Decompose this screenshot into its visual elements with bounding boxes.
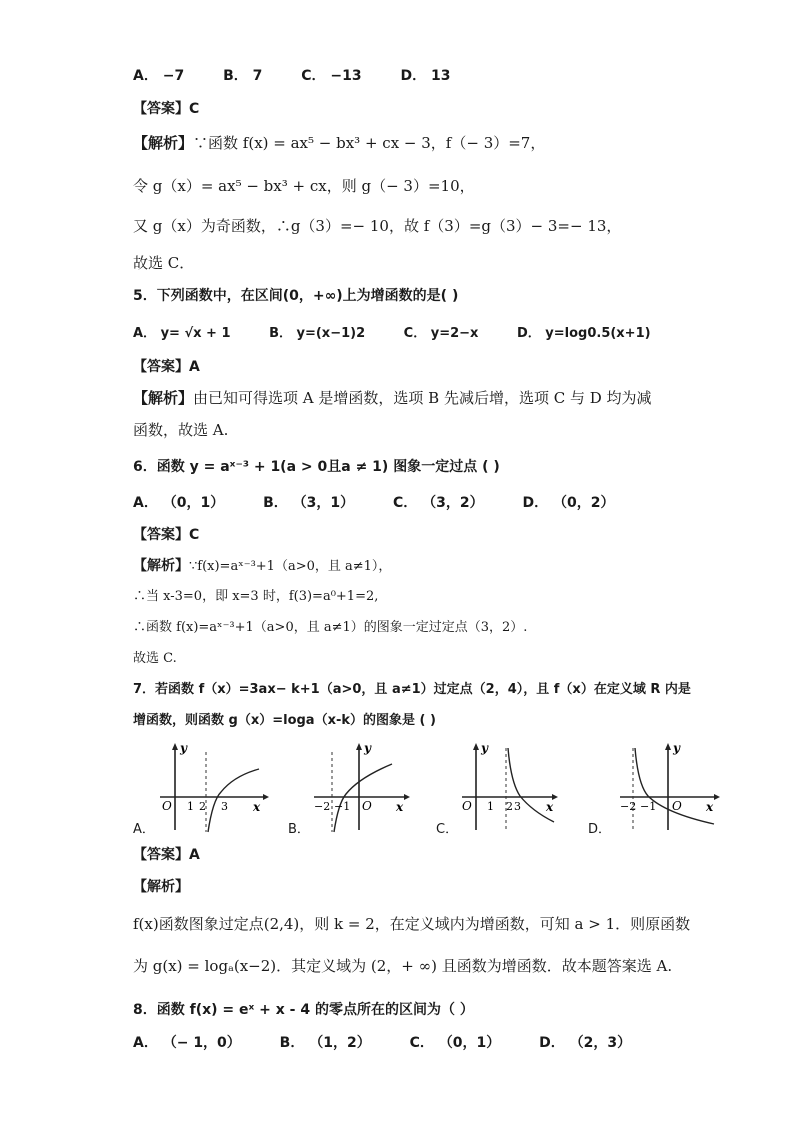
q5-option-b: B． y=(x−1)2 (269, 326, 366, 341)
q7-answer: 【答案】A (133, 847, 200, 863)
q5-answer: 【答案】A (133, 359, 200, 375)
q5-analysis-line2: 函数，故选 A. (133, 421, 229, 439)
q6-options (133, 493, 648, 513)
q4-analysis-line4: 故选 C． (133, 254, 195, 272)
graph-c-tick-2: 2 (506, 800, 513, 813)
graph-a-x-label: x (253, 800, 261, 814)
q6-stem: 6．函数 y = aˣ⁻³ + 1(a > 0且a ≠ 1) 图象一定过点 ( ) (133, 459, 500, 475)
graph-b-tick-neg1: −1 (334, 800, 351, 813)
q7-analysis-tag: 【解析】 (133, 879, 189, 895)
graph-c-label: C． (436, 822, 459, 837)
graph-a-tick-1: 1 (187, 800, 194, 813)
q4-analysis-line2: 令 g（x）= ax⁵ − bx³ + cx，则 g（− 3）=10， (133, 177, 475, 195)
q5-stem: 5．下列函数中，在区间(0，+∞)上为增函数的是( ) (133, 288, 459, 304)
graph-b (312, 742, 412, 837)
q4-analysis-line1: 【解析】∵函数 f(x) = ax⁵ − bx³ + cx − 3，f（− 3）=7， (133, 134, 546, 152)
q4-option-b: B． 7 (223, 68, 263, 84)
q6-analysis-line4: 故选 C. (133, 651, 177, 666)
q7-stem-line2: 增函数，则函数 g（x）=loga（x-k）的图象是 ( ) (133, 713, 436, 728)
q5-options (133, 324, 685, 344)
graph-c-tick-1: 1 (487, 800, 494, 813)
graph-c-origin: O (462, 799, 472, 813)
q8-stem: 8．函数 f(x) = eˣ + x - 4 的零点所在的区间为（ ） (133, 1002, 474, 1018)
graph-b-label: B． (288, 822, 310, 837)
graph-a-tick-3: 3 (221, 800, 228, 813)
q8-option-a: A． （− 1，0） (133, 1035, 241, 1051)
graph-c-tick-3: 3 (514, 800, 521, 813)
q4-option-a: A． −7 (133, 68, 185, 84)
graph-a-y-label: y (180, 742, 187, 755)
q6-answer: 【答案】C (133, 527, 200, 543)
graph-b-origin: O (362, 799, 372, 813)
q6-option-b: B． （3，1） (263, 495, 355, 511)
graph-d-y-label: y (673, 742, 680, 755)
graph-d-x-label: x (706, 800, 714, 814)
q8-option-b: B． （1，2） (279, 1035, 371, 1051)
q5-option-a: A． y= √x + 1 (133, 326, 231, 341)
q6-option-c: C． （3，2） (392, 495, 484, 511)
q5-option-d: D． y=log0.5(x+1) (516, 326, 651, 341)
q8-option-c: C． （0，1） (409, 1035, 501, 1051)
graph-a (155, 742, 270, 837)
graph-b-y-label: y (364, 742, 371, 755)
graph-d-label: D． (588, 822, 612, 837)
q6-option-d: D． （0，2） (522, 495, 615, 511)
graph-c (460, 742, 560, 837)
q4-answer: 【答案】C (133, 101, 200, 117)
q7-stem-line1: 7．若函数 f（x）=3ax− k+1（a>0，且 a≠1）过定点（2，4），且 f（x）在定义域 R 内是 (133, 682, 691, 697)
graph-c-y-label: y (481, 742, 488, 755)
graph-a-origin: O (162, 799, 172, 813)
q7-analysis-line2: 为 g(x) = logₐ(x−2)．其定义域为 (2，+ ∞) 且函数为增函数．故本题答案选 A. (133, 957, 673, 975)
graph-a-label: A． (133, 822, 155, 837)
q5-analysis-line1: 【解析】由已知可得选项 A 是增函数，选项 B 先减后增，选项 C 与 D 均为减 (133, 389, 652, 407)
q8-options (133, 1033, 665, 1053)
graph-b-tick-neg2: −2 (314, 800, 331, 813)
q6-analysis-line3: ∴函数 f(x)=aˣ⁻³+1（a>0，且 a≠1）的图象一定过定点（3，2）. (133, 620, 528, 635)
q6-option-a: A． （0，1） (133, 495, 225, 511)
q5-option-c: C． y=2−x (403, 326, 479, 341)
graph-d-tick-neg1: −1 (640, 800, 657, 813)
graph-d-tick-neg2: −2 (620, 800, 637, 813)
q4-analysis-line3: 又 g（x）为奇函数，∴g（3）=− 10，故 f（3）=g（3）− 3=− 13， (133, 217, 622, 235)
q4-option-d: D． 13 (400, 68, 451, 84)
q7-analysis-line1: f(x)函数图象过定点(2,4)，则 k = 2，在定义域内为增函数，可知 a > 1．则原函数 (133, 915, 691, 933)
q6-analysis-line2: ∴当 x-3=0，即 x=3 时，f(3)=a⁰+1=2, (133, 589, 379, 604)
q4-options (133, 66, 484, 86)
q4-option-c: C． −13 (301, 68, 362, 84)
graph-a-tick-2: 2 (199, 800, 206, 813)
graph-b-x-label: x (396, 800, 404, 814)
q8-option-d: D． （2，3） (539, 1035, 632, 1051)
q6-analysis-line1: 【解析】∵f(x)=aˣ⁻³+1（a>0，且 a≠1）， (133, 558, 392, 574)
graph-d-origin: O (672, 799, 682, 813)
graph-c-x-label: x (546, 800, 554, 814)
graph-d (618, 742, 722, 837)
